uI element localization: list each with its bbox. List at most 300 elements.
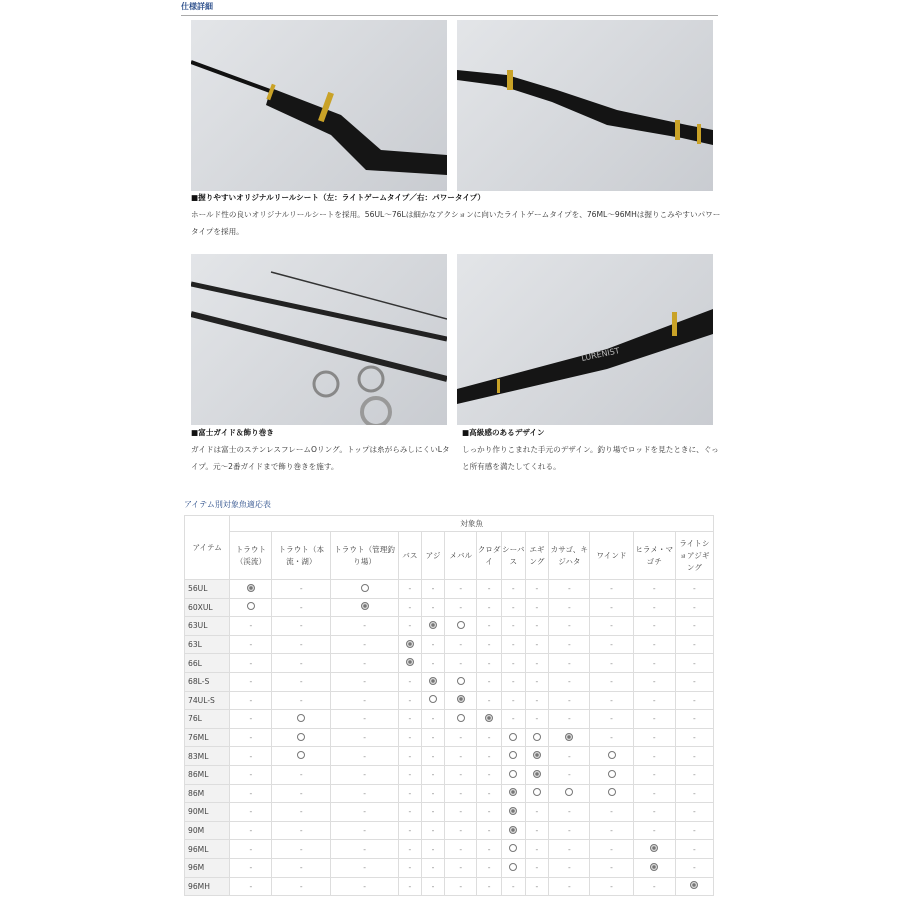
table-row xyxy=(185,747,714,766)
dash-text: - xyxy=(487,695,491,705)
dash-text: - xyxy=(511,621,515,631)
circle-icon xyxy=(533,788,541,796)
rating-cell xyxy=(399,580,422,599)
dash-text: - xyxy=(610,807,613,817)
dash-text: - xyxy=(431,863,435,873)
rating-cell xyxy=(633,672,675,691)
double-circle-icon xyxy=(406,658,414,666)
rating-cell xyxy=(501,580,525,599)
dash-text: - xyxy=(652,621,656,631)
rating-cell xyxy=(421,784,445,803)
rating-cell xyxy=(477,784,502,803)
dash-text: - xyxy=(487,658,491,668)
rating-cell xyxy=(549,691,590,710)
rating-cell xyxy=(399,691,422,710)
rating-cell xyxy=(331,765,399,784)
dash-text: - xyxy=(299,621,303,631)
item-cell: 56UL xyxy=(185,580,230,599)
rating-cell xyxy=(445,635,477,654)
rating-cell xyxy=(421,821,445,840)
dash-text: - xyxy=(408,863,412,873)
table-row xyxy=(185,580,714,599)
rating-cell xyxy=(501,728,525,747)
dash-text: - xyxy=(459,751,463,761)
rating-cell xyxy=(525,803,549,822)
rating-cell xyxy=(331,840,399,859)
rating-cell xyxy=(590,747,633,766)
circle-icon xyxy=(457,714,465,722)
rating-cell xyxy=(445,672,477,691)
dash-text: - xyxy=(249,621,253,631)
double-circle-icon xyxy=(509,807,517,815)
rating-cell xyxy=(230,598,272,617)
dash-text: - xyxy=(610,695,613,705)
rating-cell xyxy=(675,728,713,747)
rating-cell xyxy=(477,617,502,636)
rating-cell xyxy=(590,803,633,822)
rating-cell xyxy=(399,672,422,691)
dash-text: - xyxy=(535,881,539,891)
circle-icon xyxy=(608,770,616,778)
rating-cell xyxy=(230,672,272,691)
rating-cell xyxy=(675,803,713,822)
rating-cell xyxy=(331,654,399,673)
rating-cell xyxy=(272,728,331,747)
rating-cell xyxy=(633,803,675,822)
circle-icon xyxy=(509,863,517,871)
dash-text: - xyxy=(610,677,613,687)
brand-logo-text: LURENIST xyxy=(580,346,621,363)
circle-icon xyxy=(608,751,616,759)
dash-text: - xyxy=(693,733,696,743)
dash-text: - xyxy=(610,863,613,873)
rating-cell xyxy=(477,821,502,840)
dash-text: - xyxy=(299,640,303,650)
rating-cell xyxy=(590,728,633,747)
rating-cell xyxy=(399,598,422,617)
rating-cell xyxy=(421,654,445,673)
rating-cell xyxy=(590,858,633,877)
rating-cell xyxy=(501,765,525,784)
rating-cell xyxy=(633,691,675,710)
double-circle-icon xyxy=(565,733,573,741)
dash-text: - xyxy=(408,881,412,891)
feature-design xyxy=(462,424,720,475)
rating-cell xyxy=(549,803,590,822)
rating-cell xyxy=(272,654,331,673)
dash-text: - xyxy=(567,677,571,687)
rating-cell xyxy=(477,635,502,654)
column-header: トラウト（本流・湖） xyxy=(272,532,331,580)
dash-text: - xyxy=(652,733,656,743)
rating-cell xyxy=(272,691,331,710)
rating-cell xyxy=(675,654,713,673)
rating-cell xyxy=(331,617,399,636)
rating-cell xyxy=(230,617,272,636)
dash-text: - xyxy=(511,881,515,891)
dash-text: - xyxy=(693,695,696,705)
dash-text: - xyxy=(249,751,253,761)
rating-cell xyxy=(501,747,525,766)
rating-cell xyxy=(230,728,272,747)
dash-text: - xyxy=(610,621,613,631)
rating-cell xyxy=(272,840,331,859)
dash-text: - xyxy=(299,770,303,780)
rating-cell xyxy=(477,803,502,822)
rating-cell xyxy=(445,840,477,859)
rating-cell xyxy=(230,877,272,896)
rating-cell xyxy=(501,635,525,654)
rating-cell xyxy=(549,672,590,691)
dash-text: - xyxy=(363,788,366,798)
circle-icon xyxy=(429,695,437,703)
table-row xyxy=(185,784,714,803)
dash-text: - xyxy=(431,788,435,798)
rating-cell xyxy=(272,580,331,599)
column-header: トラウト（渓流） xyxy=(230,532,272,580)
dash-text: - xyxy=(459,826,463,836)
dash-text: - xyxy=(487,751,491,761)
rating-cell xyxy=(590,598,633,617)
group-header: 対象魚 xyxy=(230,516,714,532)
rating-cell xyxy=(230,710,272,729)
table-row xyxy=(185,617,714,636)
dash-text: - xyxy=(567,807,571,817)
table-title: アイテム別対象魚適応表 xyxy=(184,500,271,509)
rating-cell xyxy=(421,710,445,729)
rating-cell xyxy=(272,635,331,654)
table-row xyxy=(185,803,714,822)
dash-text: - xyxy=(431,658,435,668)
rating-cell xyxy=(590,691,633,710)
design-photo xyxy=(457,254,713,425)
rating-cell xyxy=(477,747,502,766)
rating-cell xyxy=(399,877,422,896)
item-cell: 68L-S xyxy=(185,672,230,691)
rating-cell xyxy=(549,765,590,784)
dash-text: - xyxy=(408,788,412,798)
table-row xyxy=(185,728,714,747)
table-row xyxy=(185,635,714,654)
rating-cell xyxy=(230,784,272,803)
dash-text: - xyxy=(567,881,571,891)
rating-cell xyxy=(272,803,331,822)
rating-cell xyxy=(331,784,399,803)
rating-cell xyxy=(590,877,633,896)
dash-text: - xyxy=(567,584,571,594)
rating-cell xyxy=(272,710,331,729)
rating-cell xyxy=(525,617,549,636)
rating-cell xyxy=(633,617,675,636)
dash-text: - xyxy=(535,714,539,724)
rating-cell xyxy=(525,784,549,803)
column-header: メバル xyxy=(445,532,477,580)
rating-cell xyxy=(525,672,549,691)
rating-cell xyxy=(445,821,477,840)
rating-cell xyxy=(477,598,502,617)
rating-cell xyxy=(675,765,713,784)
rating-cell xyxy=(445,784,477,803)
dash-text: - xyxy=(610,733,613,743)
item-cell: 63UL xyxy=(185,617,230,636)
dash-text: - xyxy=(567,695,571,705)
rating-cell xyxy=(399,765,422,784)
dash-text: - xyxy=(652,807,656,817)
dash-text: - xyxy=(693,751,696,761)
dash-text: - xyxy=(363,714,366,724)
dash-text: - xyxy=(652,881,656,891)
table-row xyxy=(185,858,714,877)
rating-cell xyxy=(525,728,549,747)
dash-text: - xyxy=(299,584,303,594)
rating-cell xyxy=(633,765,675,784)
rating-cell xyxy=(633,840,675,859)
dash-text: - xyxy=(567,863,571,873)
dash-text: - xyxy=(459,658,463,668)
dash-text: - xyxy=(535,677,539,687)
rating-cell xyxy=(230,840,272,859)
rating-cell xyxy=(421,840,445,859)
column-header: アジ xyxy=(421,532,445,580)
rating-cell xyxy=(399,821,422,840)
dash-text: - xyxy=(299,807,303,817)
dash-text: - xyxy=(535,807,539,817)
dash-text: - xyxy=(299,602,303,612)
column-header: ワインド xyxy=(590,532,633,580)
dash-text: - xyxy=(511,658,515,668)
rating-cell xyxy=(421,765,445,784)
dash-text: - xyxy=(535,826,539,836)
rating-cell xyxy=(525,821,549,840)
dash-text: - xyxy=(299,844,303,854)
rating-cell xyxy=(272,747,331,766)
rating-cell xyxy=(272,858,331,877)
rating-cell xyxy=(331,710,399,729)
dash-text: - xyxy=(408,714,412,724)
rating-cell xyxy=(501,598,525,617)
rating-cell xyxy=(230,635,272,654)
double-circle-icon xyxy=(509,788,517,796)
rating-cell xyxy=(331,728,399,747)
dash-text: - xyxy=(249,714,253,724)
rating-cell xyxy=(331,877,399,896)
dash-text: - xyxy=(487,788,491,798)
rating-cell xyxy=(501,710,525,729)
rating-cell xyxy=(399,784,422,803)
reel-seat-power-photo xyxy=(457,20,713,191)
rating-cell xyxy=(272,617,331,636)
dash-text: - xyxy=(459,640,463,650)
rating-cell xyxy=(633,784,675,803)
rating-cell xyxy=(272,765,331,784)
rating-cell xyxy=(272,672,331,691)
rating-cell xyxy=(590,821,633,840)
rating-cell xyxy=(421,691,445,710)
dash-text: - xyxy=(363,807,366,817)
double-circle-icon xyxy=(457,695,465,703)
dash-text: - xyxy=(610,584,613,594)
rating-cell xyxy=(525,840,549,859)
dash-text: - xyxy=(363,621,366,631)
item-header: アイテム xyxy=(185,516,230,580)
rating-cell xyxy=(421,598,445,617)
dash-text: - xyxy=(693,658,696,668)
dash-text: - xyxy=(431,584,435,594)
dash-text: - xyxy=(610,658,613,668)
rating-cell xyxy=(272,784,331,803)
rating-cell xyxy=(477,858,502,877)
rating-cell xyxy=(590,710,633,729)
rating-cell xyxy=(445,580,477,599)
dash-text: - xyxy=(249,733,253,743)
dash-text: - xyxy=(408,621,412,631)
rating-cell xyxy=(421,877,445,896)
rating-cell xyxy=(477,728,502,747)
rating-cell xyxy=(549,840,590,859)
double-circle-icon xyxy=(650,844,658,852)
dash-text: - xyxy=(567,658,571,668)
dash-text: - xyxy=(459,788,463,798)
dash-text: - xyxy=(652,695,656,705)
dash-text: - xyxy=(299,788,303,798)
table-row xyxy=(185,672,714,691)
rating-cell xyxy=(590,654,633,673)
dash-text: - xyxy=(431,844,435,854)
item-cell: 76ML xyxy=(185,728,230,747)
feature-title: ■高級感のあるデザイン xyxy=(462,428,545,437)
rating-cell xyxy=(399,654,422,673)
rating-cell xyxy=(549,580,590,599)
table-row xyxy=(185,821,714,840)
rating-cell xyxy=(501,840,525,859)
feature-body: しっかり作りこまれた手元のデザイン。釣り場でロッドを見たときに、ぐっと所有感を満たしてくれる。 xyxy=(462,445,719,471)
rating-cell xyxy=(331,691,399,710)
dash-text: - xyxy=(431,826,435,836)
table-row xyxy=(185,691,714,710)
rating-cell xyxy=(525,598,549,617)
item-cell: 76L xyxy=(185,710,230,729)
rating-cell xyxy=(549,784,590,803)
dash-text: - xyxy=(567,621,571,631)
rating-cell xyxy=(525,654,549,673)
dash-text: - xyxy=(249,807,253,817)
dash-text: - xyxy=(363,733,366,743)
double-circle-icon xyxy=(429,621,437,629)
rating-cell xyxy=(675,580,713,599)
double-circle-icon xyxy=(485,714,493,722)
dash-text: - xyxy=(249,770,253,780)
rating-cell xyxy=(549,710,590,729)
rating-cell xyxy=(675,784,713,803)
rating-cell xyxy=(675,747,713,766)
rating-cell xyxy=(399,858,422,877)
dash-text: - xyxy=(535,695,539,705)
dash-text: - xyxy=(408,733,412,743)
rating-cell xyxy=(421,672,445,691)
rating-cell xyxy=(272,877,331,896)
dash-text: - xyxy=(652,770,656,780)
rating-cell xyxy=(501,784,525,803)
dash-text: - xyxy=(249,695,253,705)
dash-text: - xyxy=(535,640,539,650)
dash-text: - xyxy=(652,602,656,612)
rating-cell xyxy=(421,635,445,654)
dash-text: - xyxy=(693,714,696,724)
dash-text: - xyxy=(610,602,613,612)
dash-text: - xyxy=(567,714,571,724)
circle-icon xyxy=(533,733,541,741)
dash-text: - xyxy=(487,826,491,836)
rating-cell xyxy=(445,803,477,822)
circle-icon xyxy=(509,751,517,759)
item-cell: 96MH xyxy=(185,877,230,896)
rating-cell xyxy=(525,710,549,729)
dash-text: - xyxy=(459,584,463,594)
rating-cell xyxy=(633,580,675,599)
dash-text: - xyxy=(567,602,571,612)
double-circle-icon xyxy=(406,640,414,648)
rating-cell xyxy=(501,821,525,840)
rating-cell xyxy=(501,803,525,822)
dash-text: - xyxy=(487,584,491,594)
double-circle-icon xyxy=(533,751,541,759)
dash-text: - xyxy=(693,770,696,780)
dash-text: - xyxy=(431,770,435,780)
rating-cell xyxy=(549,617,590,636)
rating-cell xyxy=(633,747,675,766)
dash-text: - xyxy=(652,584,656,594)
dash-text: - xyxy=(693,584,696,594)
rating-cell xyxy=(272,598,331,617)
item-cell: 96ML xyxy=(185,840,230,859)
rating-cell xyxy=(675,710,713,729)
rating-cell xyxy=(331,598,399,617)
feature-title: ■富士ガイド＆飾り巻き xyxy=(191,428,274,437)
rating-cell xyxy=(331,580,399,599)
dash-text: - xyxy=(535,584,539,594)
feature-reel-seat xyxy=(191,189,721,240)
dash-text: - xyxy=(652,658,656,668)
column-header: バス xyxy=(399,532,422,580)
rating-cell xyxy=(477,672,502,691)
rating-cell xyxy=(675,858,713,877)
rating-cell xyxy=(477,710,502,729)
rating-cell xyxy=(421,803,445,822)
reel-seat-light-photo xyxy=(191,20,447,191)
item-cell: 66L xyxy=(185,654,230,673)
dash-text: - xyxy=(487,733,491,743)
rating-cell xyxy=(525,747,549,766)
dash-text: - xyxy=(249,677,253,687)
rating-cell xyxy=(675,877,713,896)
dash-text: - xyxy=(511,602,515,612)
dash-text: - xyxy=(535,844,539,854)
dash-text: - xyxy=(487,621,491,631)
dash-text: - xyxy=(363,881,366,891)
dash-text: - xyxy=(693,788,696,798)
rating-cell xyxy=(633,877,675,896)
dash-text: - xyxy=(363,658,366,668)
rating-cell xyxy=(501,877,525,896)
rating-cell xyxy=(421,747,445,766)
dash-text: - xyxy=(249,658,253,668)
rating-cell xyxy=(675,672,713,691)
rating-cell xyxy=(399,728,422,747)
dash-text: - xyxy=(299,881,303,891)
rating-cell xyxy=(399,840,422,859)
dash-text: - xyxy=(408,807,412,817)
dash-text: - xyxy=(610,640,613,650)
